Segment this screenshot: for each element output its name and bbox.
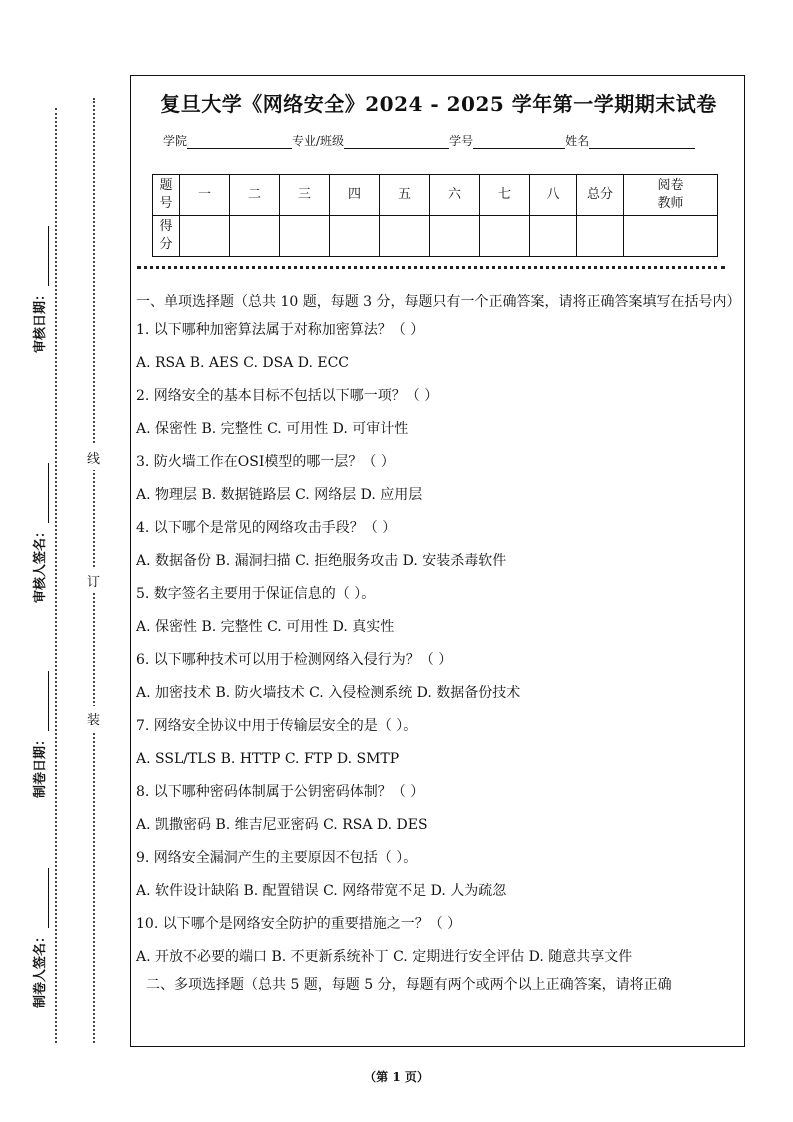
question-1: 1. 以下哪种加密算法属于对称加密算法？（ ） xyxy=(136,322,425,338)
make-date-label: 制卷日期： xyxy=(33,732,48,798)
score-cell-6[interactable] xyxy=(430,216,480,257)
question-7: 7. 网络安全协议中用于传输层安全的是（ ）。 xyxy=(136,718,418,734)
score-cell-1[interactable] xyxy=(180,216,230,257)
score-cell-reviewer[interactable] xyxy=(624,216,718,257)
question-2-options: A. 保密性 B. 完整性 C. 可用性 D. 可审计性 xyxy=(136,421,409,437)
auditor-sign-blank[interactable] xyxy=(36,463,49,523)
question-3: 3. 防火墙工作在OSI模型的哪一层？（ ） xyxy=(136,454,395,470)
student-id-label: 学号 xyxy=(449,134,474,148)
score-cell-4[interactable] xyxy=(330,216,380,257)
name-label: 姓名 xyxy=(565,134,590,148)
col-reviewer: 阅卷 教师 xyxy=(624,175,718,216)
dotted-separator xyxy=(137,266,725,269)
col-1: 一 xyxy=(180,175,230,216)
binding-char-line: 线 xyxy=(87,445,100,470)
question-1-options: A. RSA B. AES C. DSA D. ECC xyxy=(136,355,350,371)
exam-content xyxy=(136,291,741,997)
score-table xyxy=(152,174,718,257)
audit-date-field xyxy=(33,203,49,353)
question-5: 5. 数字签名主要用于保证信息的（ ）。 xyxy=(136,586,376,602)
score-cell-3[interactable] xyxy=(280,216,330,257)
score-cell-8[interactable] xyxy=(530,216,577,257)
score-table-header-row xyxy=(153,175,718,216)
question-9-options: A. 软件设计缺陷 B. 配置错误 C. 网络带宽不足 D. 人为疏忽 xyxy=(136,883,507,899)
question-5-options: A. 保密性 B. 完整性 C. 可用性 D. 真实性 xyxy=(136,619,395,635)
page-number: （第 1 页） xyxy=(364,1070,429,1084)
student-id-blank[interactable] xyxy=(473,136,565,149)
question-4-options: A. 数据备份 B. 漏洞扫描 C. 拒绝服务攻击 D. 安装杀毒软件 xyxy=(136,553,507,569)
score-cell-5[interactable] xyxy=(380,216,430,257)
col-8: 八 xyxy=(530,175,577,216)
maker-sign-field xyxy=(33,858,49,1008)
exam-page-frame xyxy=(130,75,745,1047)
col-6: 六 xyxy=(430,175,480,216)
audit-date-blank[interactable] xyxy=(36,226,49,286)
question-4: 4. 以下哪个是常见的网络攻击手段？（ ） xyxy=(136,520,397,536)
section2-heading: 二、多项选择题（总共 5 题，每题 5 分，每题有两个或两个以上正确答案，请将正确 xyxy=(146,977,672,993)
auditor-sign-field xyxy=(33,453,49,603)
question-10-options: A. 开放不必要的端口 B. 不更新系统补丁 C. 定期进行安全评估 D. 随意共享文件 xyxy=(136,949,633,965)
audit-date-label: 审核日期： xyxy=(33,287,48,353)
col-2: 二 xyxy=(230,175,280,216)
auditor-sign-label: 审核人签名： xyxy=(33,524,48,603)
binding-char-ding: 订 xyxy=(87,568,100,593)
name-blank[interactable] xyxy=(589,136,695,149)
question-9: 9. 网络安全漏洞产生的主要原因不包括（ ）。 xyxy=(136,850,418,866)
col-4: 四 xyxy=(330,175,380,216)
col-5: 五 xyxy=(380,175,430,216)
make-date-blank[interactable] xyxy=(36,671,49,731)
section1-heading: 一、单项选择题（总共 10 题，每题 3 分，每题只有一个正确答案，请将正确答案填写在括号内） xyxy=(136,294,741,310)
question-7-options: A. SSL/TLS B. HTTP C. FTP D. SMTP xyxy=(136,751,400,767)
col-7: 七 xyxy=(480,175,530,216)
score-cell-total[interactable] xyxy=(577,216,624,257)
binding-dotted-line-outer xyxy=(55,108,57,1043)
major-label: 专业/班级 xyxy=(292,134,345,148)
question-3-options: A. 物理层 B. 数据链路层 C. 网络层 D. 应用层 xyxy=(136,487,423,503)
score-cell-2[interactable] xyxy=(230,216,280,257)
question-6-options: A. 加密技术 B. 防火墙技术 C. 入侵检测系统 D. 数据备份技术 xyxy=(136,685,521,701)
question-6: 6. 以下哪种技术可以用于检测网络入侵行为？（ ） xyxy=(136,652,453,668)
exam-title: 复旦大学《网络安全》2024 - 2025 学年第一学期期末试卷 xyxy=(160,92,717,116)
question-number-header: 题 号 xyxy=(153,175,180,216)
col-total: 总分 xyxy=(577,175,624,216)
maker-sign-blank[interactable] xyxy=(36,868,49,928)
question-2: 2. 网络安全的基本目标不包括以下哪一项？（ ） xyxy=(136,388,439,404)
score-cell-7[interactable] xyxy=(480,216,530,257)
binding-char-zhuang: 装 xyxy=(87,706,100,731)
make-date-field xyxy=(33,648,49,798)
college-label: 学院 xyxy=(163,134,188,148)
score-row-header: 得 分 xyxy=(153,216,180,257)
question-10: 10. 以下哪个是网络安全防护的重要措施之一？（ ） xyxy=(136,916,462,932)
major-blank[interactable] xyxy=(344,136,449,149)
college-blank[interactable] xyxy=(187,136,292,149)
maker-sign-label: 制卷人签名： xyxy=(33,929,48,1008)
score-table-score-row xyxy=(153,216,718,257)
col-3: 三 xyxy=(280,175,330,216)
question-8: 8. 以下哪种密码体制属于公钥密码体制？（ ） xyxy=(136,784,425,800)
question-8-options: A. 凯撒密码 B. 维吉尼亚密码 C. RSA D. DES xyxy=(136,817,428,833)
student-info-row xyxy=(163,132,695,149)
